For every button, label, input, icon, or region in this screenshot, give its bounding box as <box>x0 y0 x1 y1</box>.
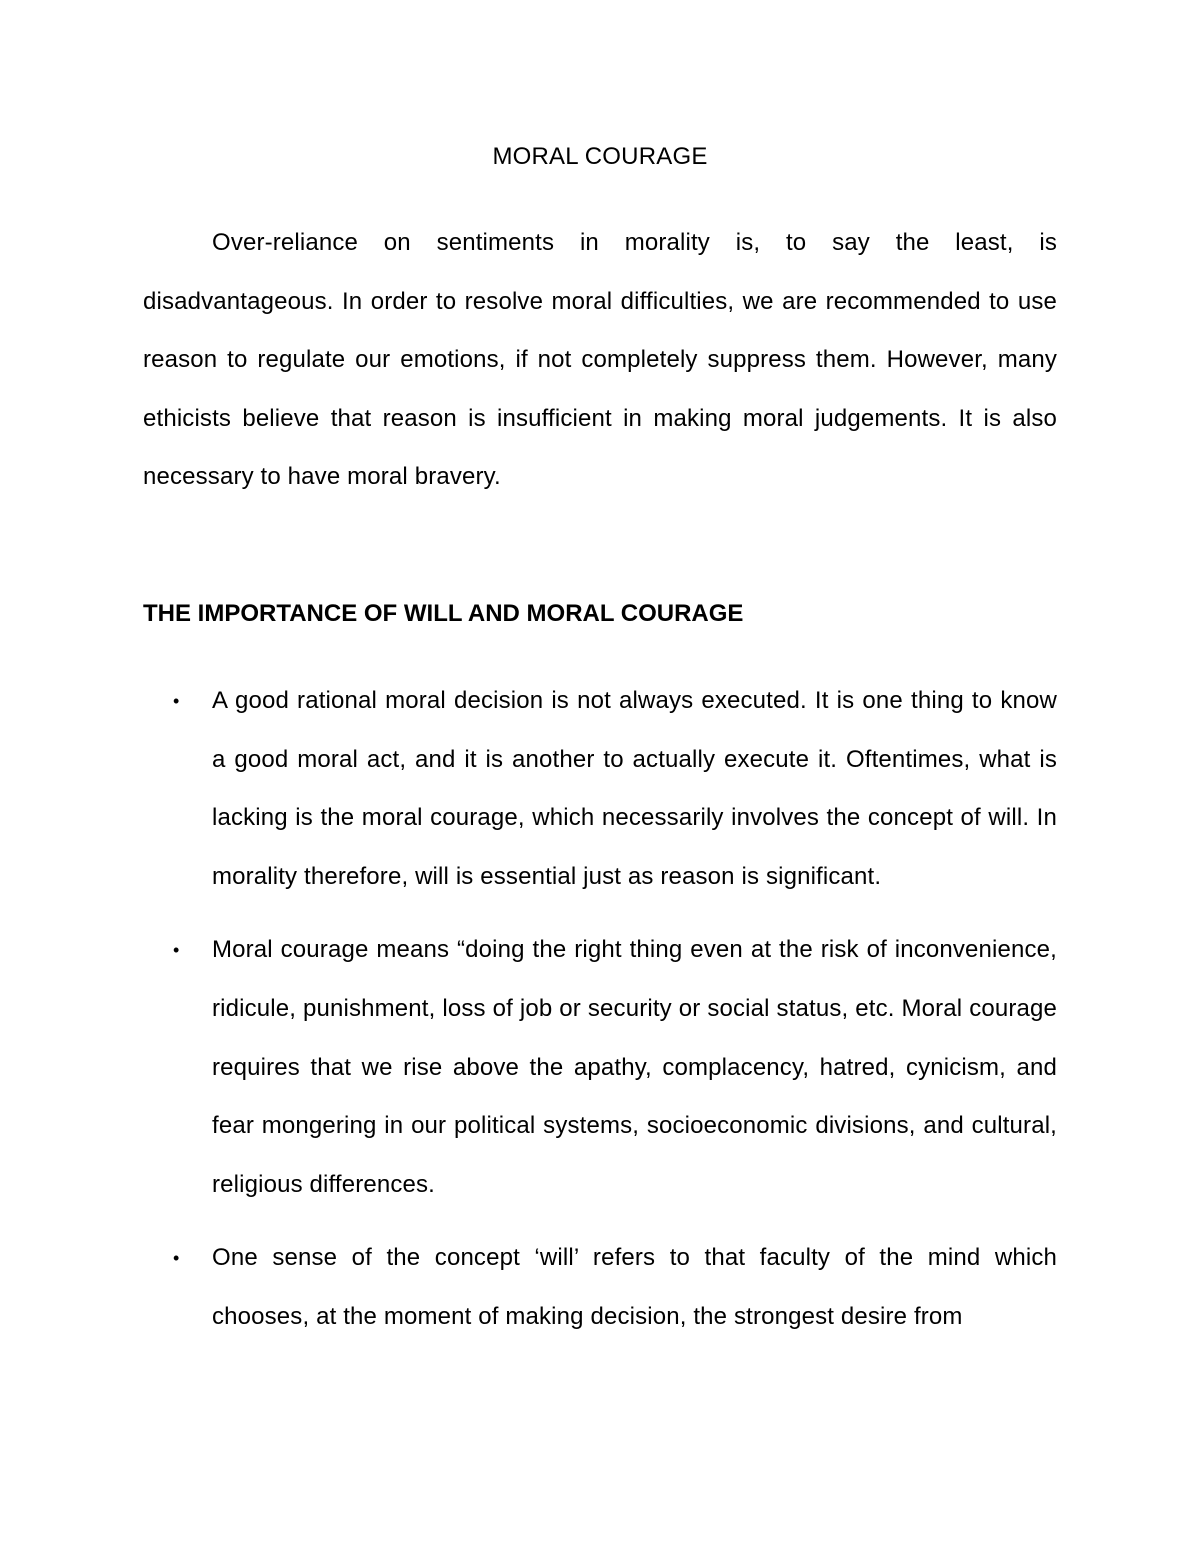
bullet-text: A good rational moral decision is not always executed. It is one thing to know a good moral act, and it is another to actually execute it. Oftentimes, what is lacking is the moral courage, which necessarily involves the concept of will. In morality therefore, will is essential just as reason is significant. <box>212 687 1057 890</box>
document-title: MORAL COURAGE <box>492 143 708 170</box>
bullet-icon: • <box>173 1248 180 1269</box>
bullet-item <box>143 1229 1057 1346</box>
section-heading: THE IMPORTANCE OF WILL AND MORAL COURAGE <box>143 600 744 627</box>
bullet-list <box>143 672 1057 1362</box>
bullet-item <box>143 672 1057 906</box>
bullet-icon: • <box>173 940 180 961</box>
bullet-icon: • <box>173 691 180 711</box>
bullet-text: One sense of the concept ‘will’ refers to that faculty of the mind which chooses, at the moment of making decision, the strongest desire from <box>212 1244 1057 1330</box>
bullet-text: Moral courage means “doing the right thing even at the risk of inconvenience, ridicule, punishment, loss of job or security or social status, etc. Moral courage requires that we rise above the apathy, complacency, hatred, cynicism, and fear mongering in our political systems, socioeconomic divisions, and cultural, religious differences. <box>212 936 1057 1198</box>
intro-paragraph: Over-reliance on sentiments in morality is, to say the least, is disadvantageous. In order to resolve moral difficulties, we are recommended to use reason to regulate our emotions, if not completely suppress them. However, many ethicists believe that reason is insufficient in making moral judgements. It is also necessary to have moral bravery. <box>143 229 1057 491</box>
bullet-item <box>143 921 1057 1214</box>
